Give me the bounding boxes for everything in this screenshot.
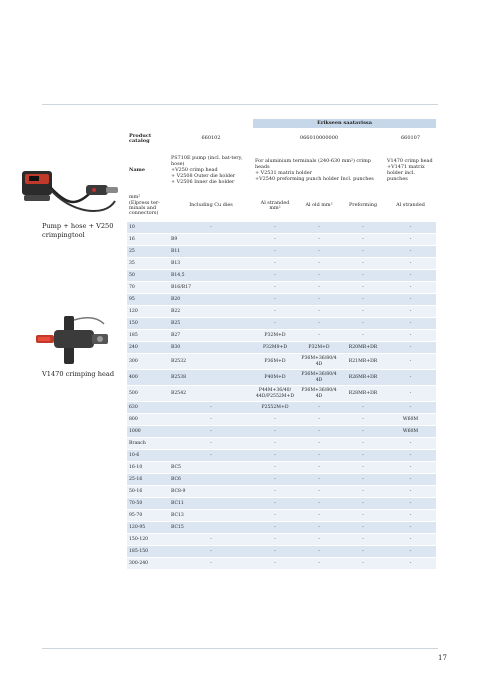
crimp-head-image [34, 314, 122, 366]
name-col-1: PS710E pump (incl. bat-tery, hose) +V250 crimp head + V2508 Outer die holder + V2506 Inner die holder [169, 150, 253, 191]
row-cell: - [169, 450, 253, 462]
row-size: 10-6 [127, 450, 169, 462]
row-cell: - [297, 438, 341, 450]
row-size: 16-10 [127, 462, 169, 474]
table-row [127, 462, 436, 474]
row-cell: B20 [169, 294, 253, 306]
row-size: 400 [127, 370, 169, 386]
row-cell: - [385, 558, 436, 570]
row-cell: - [297, 522, 341, 534]
row-cell: - [169, 426, 253, 438]
row-cell: - [341, 498, 385, 510]
row-cell: - [169, 546, 253, 558]
row-cell: P32M9+D [253, 342, 297, 354]
row-cell: R28MR+DR [341, 386, 385, 402]
row-cell: - [253, 522, 297, 534]
subheader-col-5: Al stranded [385, 191, 436, 222]
row-cell: B13 [169, 258, 253, 270]
name-row [127, 150, 436, 191]
row-cell: - [385, 402, 436, 414]
row-cell: - [385, 222, 436, 234]
table-row [127, 282, 436, 294]
row-cell: - [341, 258, 385, 270]
table-row [127, 522, 436, 534]
row-cell: - [253, 450, 297, 462]
row-cell: - [169, 402, 253, 414]
row-cell: - [297, 258, 341, 270]
row-cell: - [385, 486, 436, 498]
row-cell: - [341, 510, 385, 522]
row-cell: B11 [169, 246, 253, 258]
row-cell: - [341, 522, 385, 534]
table-row [127, 234, 436, 246]
row-cell: - [385, 534, 436, 546]
catalog-value-2: 066010000000 [253, 129, 385, 150]
row-cell: - [253, 426, 297, 438]
row-cell: - [385, 370, 436, 386]
row-cell: - [297, 486, 341, 498]
row-cell: - [341, 534, 385, 546]
row-cell: - [341, 306, 385, 318]
row-cell: - [341, 486, 385, 498]
row-cell: - [297, 474, 341, 486]
row-size: 630 [127, 402, 169, 414]
row-size: 185-150 [127, 546, 169, 558]
row-size: 95-70 [127, 510, 169, 522]
row-cell: - [341, 318, 385, 330]
table-row [127, 270, 436, 282]
name-col-3: V1470 crimp head +V1471 matrix holder incl. punches [385, 150, 436, 191]
row-cell: - [341, 474, 385, 486]
row-size: 300-240 [127, 558, 169, 570]
row-cell: - [297, 462, 341, 474]
row-cell: - [385, 386, 436, 402]
row-size: 240 [127, 342, 169, 354]
row-size: 25 [127, 246, 169, 258]
row-cell: - [385, 546, 436, 558]
row-size: 300 [127, 354, 169, 370]
row-cell: - [297, 510, 341, 522]
table-row [127, 474, 436, 486]
row-cell: - [297, 546, 341, 558]
row-cell: - [297, 414, 341, 426]
row-cell: - [385, 234, 436, 246]
row-cell: - [297, 426, 341, 438]
row-cell: - [297, 222, 341, 234]
row-cell: B22 [169, 306, 253, 318]
row-cell: - [169, 558, 253, 570]
row-cell: - [297, 270, 341, 282]
row-cell: - [385, 354, 436, 370]
page-number: 17 [438, 654, 447, 662]
row-cell: R21MR+DR [341, 354, 385, 370]
table-row [127, 546, 436, 558]
row-cell: - [385, 462, 436, 474]
table-row [127, 246, 436, 258]
row-cell: - [253, 294, 297, 306]
row-size: 70 [127, 282, 169, 294]
row-cell: P32M+D [297, 342, 341, 354]
row-cell: - [253, 318, 297, 330]
row-cell: - [385, 330, 436, 342]
row-cell: - [253, 234, 297, 246]
row-cell: - [253, 258, 297, 270]
row-cell: - [341, 462, 385, 474]
row-cell: B30 [169, 342, 253, 354]
pump-caption: Pump + hose + V250 crimpingtool [42, 222, 114, 239]
subheader-col-1: Including Cu dies [169, 191, 253, 222]
row-cell: - [385, 246, 436, 258]
row-cell: - [341, 558, 385, 570]
row-cell: - [385, 282, 436, 294]
row-size: 150-120 [127, 534, 169, 546]
catalog-value-1: 660102 [169, 129, 253, 150]
row-size: 500 [127, 386, 169, 402]
row-cell: B25 [169, 318, 253, 330]
row-cell: BC8-9 [169, 486, 253, 498]
row-cell: BC13 [169, 510, 253, 522]
row-cell: R20MR+DR [341, 342, 385, 354]
table-row [127, 498, 436, 510]
table-row [127, 222, 436, 234]
row-cell: - [169, 534, 253, 546]
row-cell: - [253, 246, 297, 258]
row-cell: W60M [385, 426, 436, 438]
row-size: 16 [127, 234, 169, 246]
row-cell: B14,5 [169, 270, 253, 282]
row-cell: B27 [169, 330, 253, 342]
row-cell: - [385, 258, 436, 270]
table-row [127, 534, 436, 546]
row-cell: - [253, 282, 297, 294]
row-cell: - [341, 426, 385, 438]
row-cell: P36M+36/80/4 4D [297, 386, 341, 402]
row-cell: - [297, 246, 341, 258]
row-cell: P36M+D [253, 354, 297, 370]
row-cell: - [385, 510, 436, 522]
row-cell: - [385, 438, 436, 450]
row-cell: P36M+36/80/4 4D [297, 354, 341, 370]
row-size: 25-16 [127, 474, 169, 486]
row-cell: - [341, 294, 385, 306]
table-row [127, 450, 436, 462]
row-size: 70-50 [127, 498, 169, 510]
row-cell: - [297, 306, 341, 318]
top-rule [42, 104, 438, 105]
table-row [127, 386, 436, 402]
row-cell: - [385, 270, 436, 282]
table-row [127, 426, 436, 438]
table-row [127, 258, 436, 270]
row-cell: - [341, 546, 385, 558]
row-cell: - [297, 498, 341, 510]
row-cell: - [341, 282, 385, 294]
row-size: 1000 [127, 426, 169, 438]
row-size: 50 [127, 270, 169, 282]
table-row [127, 414, 436, 426]
subheader-first: mm² (Elpress ter-minals and connectors) [127, 191, 169, 222]
catalog-label: Product catalog [127, 129, 169, 150]
row-cell: - [385, 342, 436, 354]
row-size: 10 [127, 222, 169, 234]
table-row [127, 306, 436, 318]
row-cell: - [341, 414, 385, 426]
row-cell: - [385, 474, 436, 486]
pump-image [20, 163, 122, 219]
row-cell: - [253, 270, 297, 282]
row-cell: P40M+D [253, 370, 297, 386]
row-cell: P44M+36/40/ 44D/P2552M+D [253, 386, 297, 402]
row-cell: - [253, 414, 297, 426]
row-cell: - [253, 222, 297, 234]
row-cell: - [385, 450, 436, 462]
row-cell: - [253, 558, 297, 570]
row-cell: - [341, 438, 385, 450]
row-cell: - [341, 330, 385, 342]
row-cell: - [253, 474, 297, 486]
row-size: 120-95 [127, 522, 169, 534]
band-title: Erikseen saatavissa [253, 119, 436, 129]
table-row [127, 354, 436, 370]
row-cell: - [341, 222, 385, 234]
row-size: 50-16 [127, 486, 169, 498]
row-cell: - [297, 318, 341, 330]
table-row [127, 558, 436, 570]
bottom-rule [42, 648, 438, 649]
band-row [127, 119, 436, 129]
row-cell: - [385, 294, 436, 306]
row-cell: P36M+36/80/4 4D [297, 370, 341, 386]
table-row [127, 342, 436, 354]
table-row [127, 318, 436, 330]
row-cell: - [297, 234, 341, 246]
table-row [127, 438, 436, 450]
row-cell: - [341, 246, 385, 258]
row-cell: R26MR+DR [341, 370, 385, 386]
row-cell: - [297, 282, 341, 294]
row-cell: - [253, 498, 297, 510]
row-cell: BC15 [169, 522, 253, 534]
subheader-col-3: Al old mm² [297, 191, 341, 222]
row-size: Branch [127, 438, 169, 450]
row-cell: - [253, 438, 297, 450]
row-size: 800 [127, 414, 169, 426]
row-cell: W60M [385, 414, 436, 426]
name-col-2: For aluminium terminals (240-630 mm²) crimp heads + V2531 matrix holder +V2540 preforming punch holder Incl. punches [253, 150, 385, 191]
row-cell: - [253, 306, 297, 318]
compatibility-table [127, 119, 436, 570]
row-cell: - [297, 450, 341, 462]
row-size: 185 [127, 330, 169, 342]
row-cell: BC11 [169, 498, 253, 510]
table-row [127, 486, 436, 498]
row-cell: - [253, 510, 297, 522]
row-cell: - [341, 234, 385, 246]
catalog-row [127, 129, 436, 150]
row-size: 35 [127, 258, 169, 270]
table-row [127, 510, 436, 522]
row-size: 95 [127, 294, 169, 306]
table-row [127, 294, 436, 306]
subheader-row [127, 191, 436, 222]
row-cell: - [253, 462, 297, 474]
row-cell: B2532 [169, 354, 253, 370]
row-cell: B16/B17 [169, 282, 253, 294]
row-cell: - [385, 306, 436, 318]
row-cell: - [169, 222, 253, 234]
row-cell: - [169, 438, 253, 450]
row-cell: - [341, 402, 385, 414]
catalog-value-3: 660107 [385, 129, 436, 150]
row-cell: - [253, 546, 297, 558]
subheader-col-2: Al stranded mm² [253, 191, 297, 222]
name-label: Name [127, 150, 169, 191]
row-cell: - [385, 522, 436, 534]
row-cell: - [297, 294, 341, 306]
row-size: 150 [127, 318, 169, 330]
table-row [127, 402, 436, 414]
subheader-col-4: Preforming [341, 191, 385, 222]
row-cell: - [297, 402, 341, 414]
crimp-head-caption: V1470 crimping head [42, 370, 115, 378]
row-cell: P32M+D [253, 330, 297, 342]
row-cell: B2538 [169, 370, 253, 386]
row-cell: B2542 [169, 386, 253, 402]
row-size: 120 [127, 306, 169, 318]
row-cell: BC6 [169, 474, 253, 486]
row-cell: - [253, 486, 297, 498]
row-cell: - [297, 558, 341, 570]
row-cell: - [297, 330, 341, 342]
table-row [127, 370, 436, 386]
table-row [127, 330, 436, 342]
row-cell: - [385, 498, 436, 510]
row-cell: - [297, 534, 341, 546]
row-cell: - [341, 270, 385, 282]
row-cell: B9 [169, 234, 253, 246]
row-cell: - [385, 318, 436, 330]
row-cell: - [253, 534, 297, 546]
row-cell: P2552M+D [253, 402, 297, 414]
row-cell: BC5 [169, 462, 253, 474]
row-cell: - [341, 450, 385, 462]
row-cell: - [169, 414, 253, 426]
